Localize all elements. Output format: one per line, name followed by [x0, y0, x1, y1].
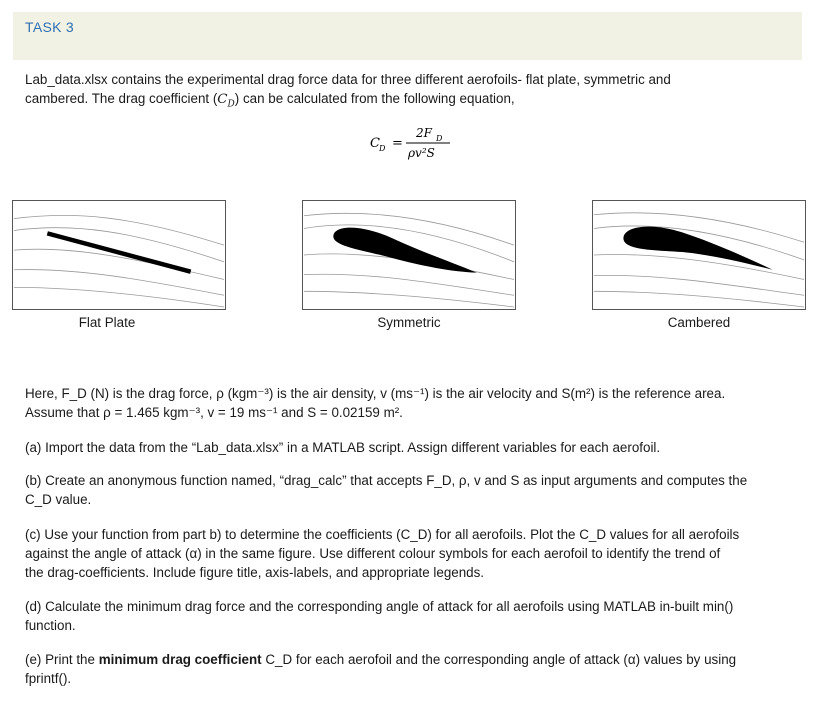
- symmetric-aerofoil-diagram: [303, 201, 515, 309]
- cambered-aerofoil-diagram: [593, 201, 805, 309]
- svg-text:D: D: [379, 144, 386, 153]
- task-title: TASK 3: [25, 19, 75, 35]
- flat-plate-caption: Flat Plate: [78, 315, 136, 330]
- flat-plate-figure: [12, 200, 226, 310]
- symmetric-caption: Symmetric: [377, 315, 441, 330]
- definitions-line-2: Assume that ρ = 1.465 kgm⁻³, v = 19 ms⁻¹ and S = 0.02159 m².: [25, 405, 403, 420]
- cambered-caption: Cambered: [667, 315, 731, 330]
- definitions-paragraph: [25, 384, 725, 422]
- drag-coefficient-equation: [370, 122, 490, 162]
- svg-text:2F: 2F: [416, 126, 432, 140]
- part-c-line-2: against the angle of attack (α) in the same figure. Use different colour symbols for each aerofoil to identify the trend of: [25, 546, 721, 561]
- part-a: (a) Import the data from the “Lab_data.xlsx” in a MATLAB script. Assign different variables for each aerofoil.: [25, 440, 661, 455]
- symmetric-figure: [302, 200, 516, 310]
- part-b: [25, 471, 747, 509]
- part-c: [25, 525, 739, 582]
- intro-paragraph: [25, 70, 671, 115]
- part-d: [25, 597, 733, 635]
- part-e-line-2: fprintf().: [25, 671, 72, 686]
- part-d-line-1: (d) Calculate the minimum drag force and the corresponding angle of attack for all aerofoils using MATLAB in-built min(): [25, 599, 734, 614]
- flat-plate-diagram: [13, 201, 225, 309]
- task-header: [13, 12, 802, 60]
- part-b-line-2: C_D value.: [25, 492, 92, 507]
- svg-text:D: D: [436, 134, 443, 143]
- part-b-line-1: (b) Create an anonymous function named, “drag_calc” that accepts F_D, ρ, v and S as input arguments and computes the: [25, 473, 748, 488]
- svg-text:ρv²S: ρv²S: [408, 146, 435, 160]
- part-c-line-3: the drag-coefficients. Include figure title, axis-labels, and appropriate legends.: [25, 565, 485, 580]
- intro-line-1: Lab_data.xlsx contains the experimental drag force data for three different aerofoils- flat plate, symmetric and: [25, 72, 671, 87]
- part-c-line-1: (c) Use your function from part b) to determine the coefficients (C_D) for all aerofoils. Plot the C_D values for all aerofoils: [25, 527, 740, 542]
- part-e: [25, 650, 736, 688]
- svg-text:=: =: [392, 136, 403, 151]
- svg-text:C: C: [370, 136, 380, 151]
- cambered-figure: [592, 200, 806, 310]
- intro-line-2: cambered. The drag coefficient $(C_D)$ can be calculated from the following equation,: [25, 91, 515, 110]
- part-d-line-2: function.: [25, 618, 76, 633]
- part-e-line-1: (e) Print the minimum drag coefficient C_D for each aerofoil and the corresponding angle of attack (α) values by using: [25, 652, 737, 667]
- definitions-line-1: Here, F_D (N) is the drag force, ρ (kgm⁻³) is the air density, v (ms⁻¹) is the air velocity and S(m²) is the reference area.: [25, 386, 726, 401]
